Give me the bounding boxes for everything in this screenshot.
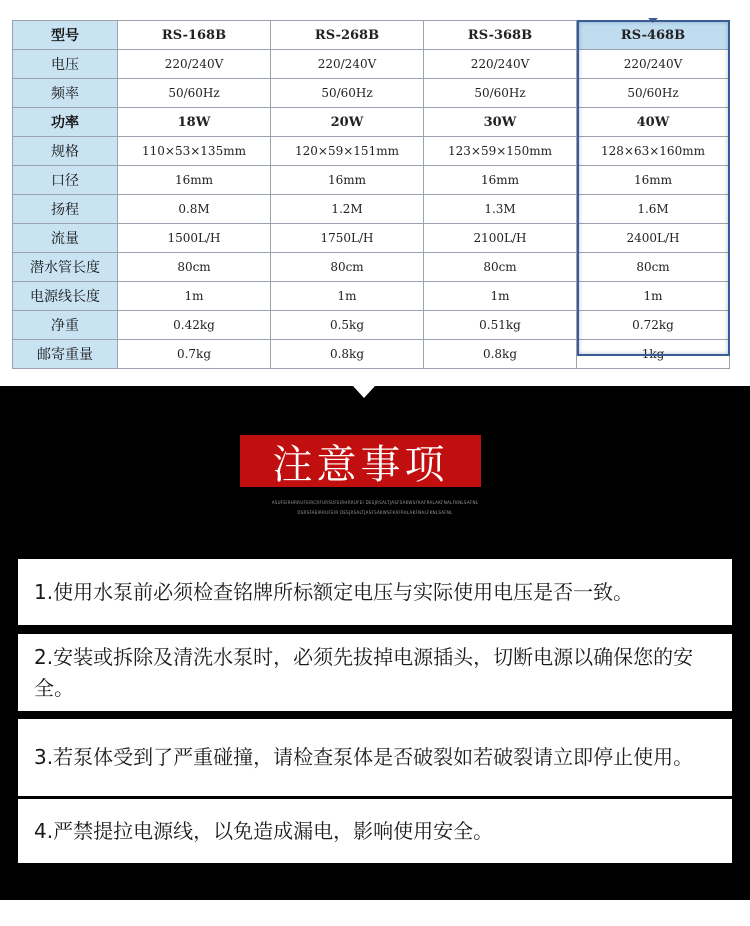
notice-item-1: [18, 559, 732, 625]
spec-row: [13, 108, 730, 137]
notice-section: [0, 386, 750, 900]
spec-table: [12, 20, 730, 369]
spec-row: [13, 253, 730, 282]
spec-cell: 50/60Hz: [271, 79, 424, 108]
spec-cell: 0.5kg: [271, 311, 424, 340]
spec-row-label: 口径: [13, 166, 118, 195]
spec-cell: 220/240V: [118, 50, 271, 79]
spec-row: [13, 282, 730, 311]
spec-cell: 16mm: [118, 166, 271, 195]
header-model-rs-368b: RS-368B: [424, 21, 577, 50]
header-model-rs-468b: RS-468B: [577, 21, 730, 50]
fine-print-line-1: ASUFEIRHRRUFEIRCRFURSUFEIRHRRUFEI DESJRSALTJASFSAKWSFKAFRALAKFNALFKNLSAFNL: [271, 500, 479, 505]
spec-header-row: [13, 21, 730, 50]
section-notch-icon: [353, 386, 375, 398]
spec-cell: 0.8kg: [271, 340, 424, 369]
spec-table-container: [12, 20, 730, 363]
spec-cell: 80cm: [577, 253, 730, 282]
spec-row-label: 规格: [13, 137, 118, 166]
spec-row: [13, 50, 730, 79]
spec-cell: 0.8kg: [424, 340, 577, 369]
spec-cell: 16mm: [424, 166, 577, 195]
spec-cell: 1m: [271, 282, 424, 311]
spec-row: [13, 340, 730, 369]
spec-cell: 2400L/H: [577, 224, 730, 253]
notice-item-1-text: 1.使用水泵前必须检查铭牌所标额定电压与实际使用电压是否一致。: [34, 579, 634, 604]
spec-row: [13, 137, 730, 166]
spec-row-label: 电源线长度: [13, 282, 118, 311]
fine-print-line-2: DSRSFAEIRRUFEIR DESJRSALTJASFSAKWSFKAFRALAKFNALFKNLSAFNL: [297, 510, 453, 515]
notice-item-3: [18, 719, 732, 796]
spec-row-label: 潜水管长度: [13, 253, 118, 282]
spec-cell: 16mm: [271, 166, 424, 195]
spec-row: [13, 79, 730, 108]
spec-row: [13, 224, 730, 253]
notice-item-2-text: 2.安装或拆除及清洗水泵时，必须先拔掉电源插头，切断电源以确保您的安全。: [34, 644, 694, 700]
spec-cell: 0.72kg: [577, 311, 730, 340]
spec-row-label: 流量: [13, 224, 118, 253]
spec-row-label: 电压: [13, 50, 118, 79]
spec-cell: 20W: [271, 108, 424, 137]
header-model-rs-168b: RS-168B: [118, 21, 271, 50]
notice-item-3-text: 3.若泵体受到了严重碰撞，请检查泵体是否破裂如若破裂请立即停止使用。: [34, 745, 694, 769]
spec-cell: 123×59×150mm: [424, 137, 577, 166]
spec-row: [13, 195, 730, 224]
spec-cell: 50/60Hz: [424, 79, 577, 108]
spec-cell: 1m: [577, 282, 730, 311]
spec-cell: 1.6M: [577, 195, 730, 224]
spec-cell: 1.2M: [271, 195, 424, 224]
spec-table-body: [13, 21, 730, 369]
spec-cell: 16mm: [577, 166, 730, 195]
header-label-model: 型号: [13, 21, 118, 50]
spec-cell: 220/240V: [271, 50, 424, 79]
notice-item-4: [18, 799, 732, 863]
spec-cell: 1500L/H: [118, 224, 271, 253]
spec-row-label: 功率: [13, 108, 118, 137]
spec-cell: 1750L/H: [271, 224, 424, 253]
spec-cell: 110×53×135mm: [118, 137, 271, 166]
spec-cell: 0.51kg: [424, 311, 577, 340]
highlight-pointer-icon: [648, 18, 658, 23]
spec-row: [13, 166, 730, 195]
notice-title: 注意事项: [240, 435, 481, 487]
spec-cell: 0.8M: [118, 195, 271, 224]
spec-cell: 30W: [424, 108, 577, 137]
spec-cell: 80cm: [424, 253, 577, 282]
spec-row-label: 扬程: [13, 195, 118, 224]
spec-row-label: 净重: [13, 311, 118, 340]
spec-cell: 0.42kg: [118, 311, 271, 340]
spec-cell: 18W: [118, 108, 271, 137]
spec-cell: 1.3M: [424, 195, 577, 224]
spec-cell: 40W: [577, 108, 730, 137]
spec-cell: 50/60Hz: [118, 79, 271, 108]
bottom-margin: [0, 900, 750, 926]
spec-cell: 1m: [118, 282, 271, 311]
notice-item-2: [18, 634, 732, 711]
spec-cell: 80cm: [118, 253, 271, 282]
spec-cell: 220/240V: [424, 50, 577, 79]
spec-cell: 0.7kg: [118, 340, 271, 369]
spec-cell: 120×59×151mm: [271, 137, 424, 166]
spec-cell: 220/240V: [577, 50, 730, 79]
spec-cell: 80cm: [271, 253, 424, 282]
spec-row: [13, 311, 730, 340]
spec-cell: 1kg: [577, 340, 730, 369]
spec-row-label: 邮寄重量: [13, 340, 118, 369]
header-model-rs-268b: RS-268B: [271, 21, 424, 50]
spec-cell: 50/60Hz: [577, 79, 730, 108]
spec-row-label: 频率: [13, 79, 118, 108]
spec-cell: 1m: [424, 282, 577, 311]
notice-item-4-text: 4.严禁提拉电源线，以免造成漏电，影响使用安全。: [34, 818, 494, 843]
spec-cell: 128×63×160mm: [577, 137, 730, 166]
spec-cell: 2100L/H: [424, 224, 577, 253]
